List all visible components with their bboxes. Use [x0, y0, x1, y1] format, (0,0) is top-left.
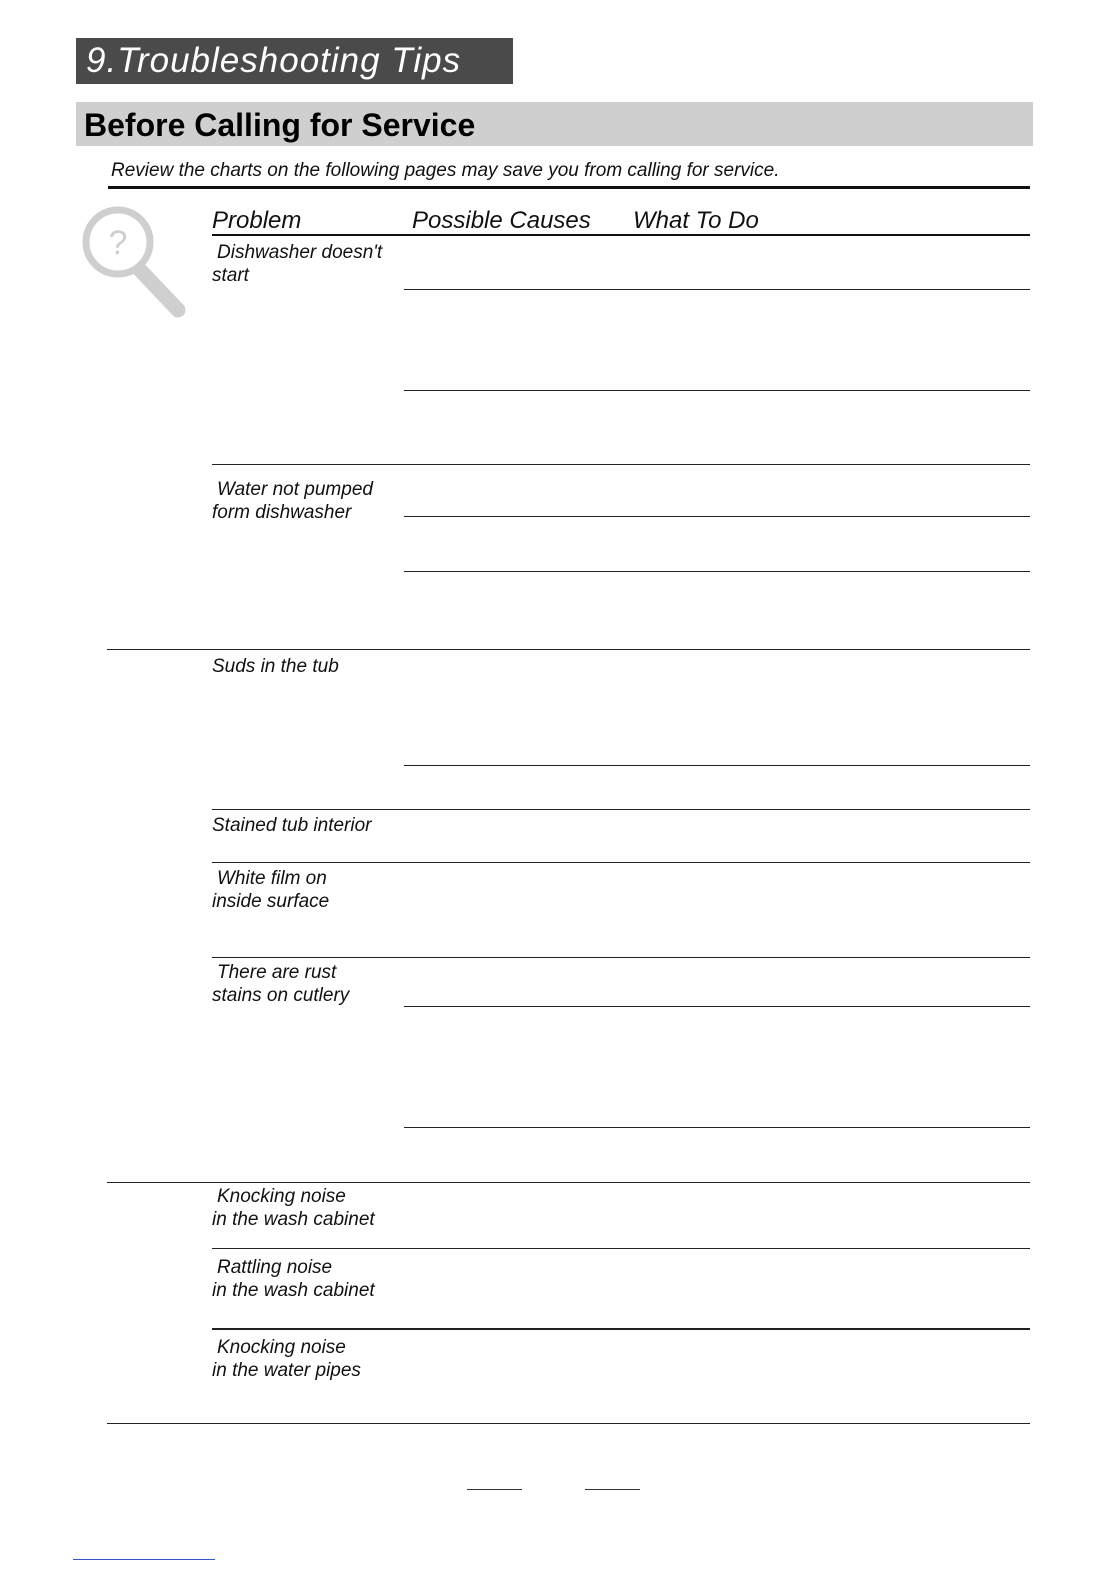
problem-line: Stained tub interior — [212, 815, 372, 836]
problem-line: Knocking noise — [217, 1337, 346, 1358]
problem-line: White film on — [217, 868, 327, 889]
problem-line: start — [212, 265, 249, 286]
problem-line: form dishwasher — [212, 502, 352, 523]
row-divider — [212, 464, 1030, 465]
cell-divider — [404, 516, 1030, 517]
problem-line: Water not pumped — [217, 479, 373, 500]
row-divider — [107, 1182, 1030, 1183]
column-header-possible-causes: Possible Causes — [412, 207, 591, 234]
problem-line: in the wash cabinet — [212, 1280, 375, 1301]
problem-item — [212, 961, 349, 1007]
problem-line: inside surface — [212, 891, 330, 912]
cell-divider — [404, 289, 1030, 290]
problem-item — [212, 1256, 375, 1302]
section-title: 9.Troubleshooting Tips — [76, 38, 513, 84]
problem-item — [212, 241, 382, 287]
page-subtitle: Before Calling for Service — [76, 102, 1033, 146]
row-divider — [212, 957, 1030, 958]
problem-item — [212, 655, 339, 678]
column-header-what-to-do: What To Do — [633, 207, 759, 234]
table-bottom-rule — [107, 1423, 1030, 1424]
problem-item — [212, 478, 373, 524]
problem-line: Suds in the tub — [212, 656, 339, 677]
problem-line: in the water pipes — [212, 1360, 361, 1381]
problem-item — [212, 867, 329, 913]
cell-divider — [404, 1127, 1030, 1128]
problem-item — [212, 1185, 375, 1231]
problem-item — [212, 1336, 361, 1382]
column-header-problem: Problem — [212, 207, 302, 234]
problem-line: Dishwasher doesn't — [217, 242, 383, 263]
cell-divider — [404, 571, 1030, 572]
problem-line: Knocking noise — [217, 1186, 346, 1207]
row-divider — [107, 649, 1030, 650]
problem-line: stains on cutlery — [212, 985, 350, 1006]
cell-divider — [404, 765, 1030, 766]
problem-line: There are rust — [217, 962, 337, 983]
intro-divider — [108, 186, 1030, 189]
row-divider — [212, 1328, 1030, 1330]
footer-mark-left — [467, 1489, 522, 1490]
problem-line: in the wash cabinet — [212, 1209, 375, 1230]
problem-line: Rattling noise — [217, 1257, 333, 1278]
row-divider — [212, 809, 1030, 810]
row-divider — [212, 862, 1030, 863]
problem-item — [212, 814, 372, 837]
footer-link-underline — [73, 1559, 215, 1560]
question-mark-glyph: ? — [108, 224, 128, 262]
footer-mark-right — [585, 1489, 640, 1490]
cell-divider — [404, 1006, 1030, 1007]
row-divider — [212, 1248, 1030, 1249]
magnifier-question-icon — [80, 202, 192, 320]
intro-text: Review the charts on the following pages may save you from calling for service. — [111, 160, 780, 181]
cell-divider — [404, 390, 1030, 391]
header-underline — [212, 234, 1030, 236]
